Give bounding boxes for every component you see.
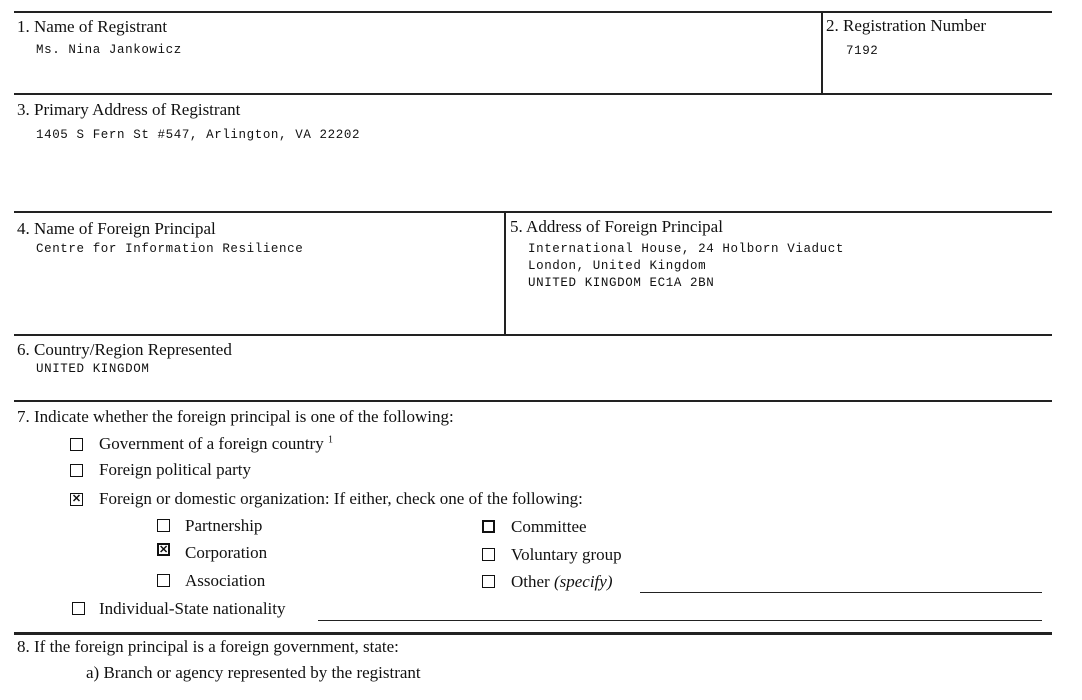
- divider: [14, 400, 1052, 402]
- registrant-name-value[interactable]: Ms. Nina Jankowicz: [36, 43, 182, 57]
- divider: [14, 11, 1052, 13]
- other-option-label: Other (specify): [511, 572, 613, 591]
- primary-address-label: 3. Primary Address of Registrant: [17, 100, 241, 119]
- primary-address-value[interactable]: 1405 S Fern St #547, Arlington, VA 22202: [36, 128, 361, 142]
- other-specify-input[interactable]: [640, 592, 1042, 593]
- individual-checkbox[interactable]: [72, 602, 85, 615]
- political-party-option-label: Foreign political party: [99, 460, 252, 479]
- foreign-principal-address-line[interactable]: International House, 24 Holborn Viaduct: [528, 242, 844, 256]
- registrant-name-label: 1. Name of Registrant: [17, 17, 168, 36]
- partnership-option-label: Partnership: [185, 516, 263, 535]
- divider: [14, 334, 1052, 336]
- divider: [14, 93, 1052, 95]
- partnership-checkbox[interactable]: [157, 519, 170, 532]
- committee-option-label: Committee: [511, 517, 587, 536]
- registration-number-value[interactable]: 7192: [846, 44, 879, 58]
- branch-agency-label: a) Branch or agency represented by the registrant: [86, 663, 421, 682]
- political-party-checkbox[interactable]: [70, 464, 83, 477]
- committee-checkbox[interactable]: [482, 520, 495, 533]
- foreign-principal-address-label: 5. Address of Foreign Principal: [510, 217, 723, 236]
- other-checkbox[interactable]: [482, 575, 495, 588]
- association-checkbox[interactable]: [157, 574, 170, 587]
- voluntary-group-checkbox[interactable]: [482, 548, 495, 561]
- corporation-checkbox[interactable]: ✕: [159, 544, 169, 556]
- divider: [504, 211, 506, 335]
- divider: [14, 632, 1052, 635]
- country-represented-label: 6. Country/Region Represented: [17, 340, 232, 359]
- foreign-government-label: 8. If the foreign principal is a foreign government, state:: [17, 637, 399, 656]
- foreign-principal-address-line[interactable]: UNITED KINGDOM EC1A 2BN: [528, 276, 715, 290]
- organization-checkbox[interactable]: ✕: [71, 493, 82, 505]
- country-represented-value[interactable]: UNITED KINGDOM: [36, 362, 150, 376]
- divider: [14, 211, 1052, 213]
- government-checkbox[interactable]: [70, 438, 83, 451]
- voluntary-group-option-label: Voluntary group: [511, 545, 622, 564]
- principal-type-label: 7. Indicate whether the foreign principal is one of the following:: [17, 407, 454, 426]
- association-option-label: Association: [185, 571, 266, 590]
- registration-number-label: 2. Registration Number: [826, 16, 987, 35]
- foreign-principal-name-value[interactable]: Centre for Information Resilience: [36, 242, 304, 256]
- government-option-label: Government of a foreign country $^1$: [99, 434, 333, 453]
- individual-option-label: Individual-State nationality: [99, 599, 286, 618]
- foreign-principal-name-label: 4. Name of Foreign Principal: [17, 219, 216, 238]
- individual-nationality-input[interactable]: [318, 620, 1042, 621]
- corporation-option-label: Corporation: [185, 543, 268, 562]
- foreign-principal-address-line[interactable]: London, United Kingdom: [528, 259, 707, 273]
- divider: [821, 11, 823, 95]
- organization-option-label: Foreign or domestic organization: If either, check one of the following:: [99, 489, 583, 508]
